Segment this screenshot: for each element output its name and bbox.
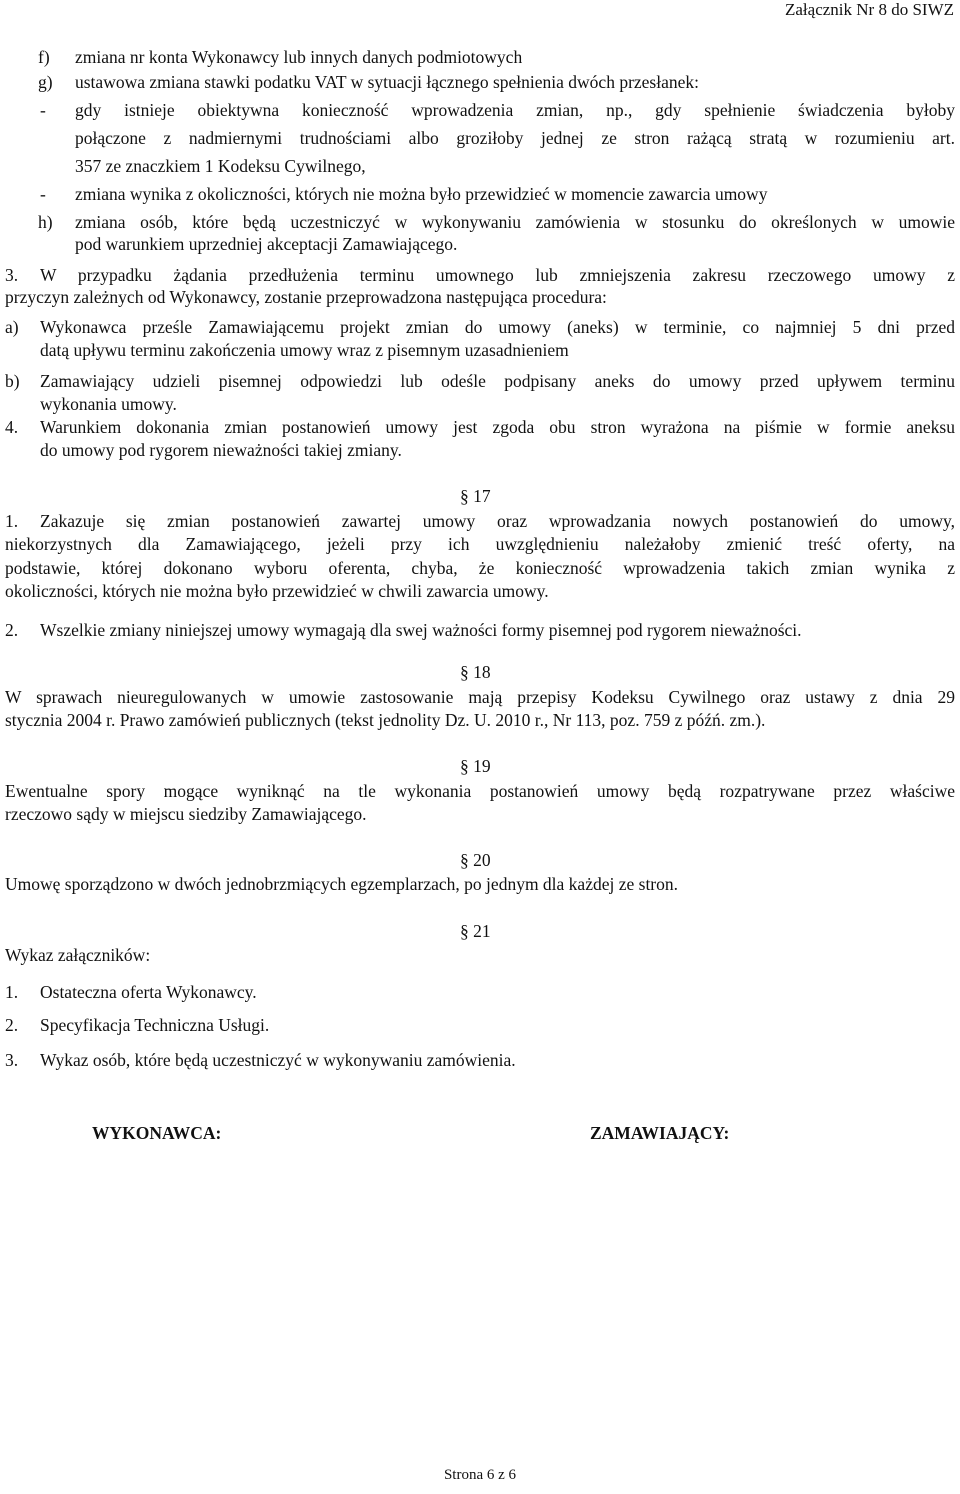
para-3a-line: datą upływu terminu zakończenia umowy wraz z pisemnym uzasadnieniem xyxy=(40,340,569,360)
dash-item-line: zmiana wynika z okoliczności, których nie można było przewidzieć w momencie zawarcia umowy xyxy=(75,184,768,204)
attachment-item: Specyfikacja Techniczna Usługi. xyxy=(40,1015,270,1035)
para-3-line: W przypadku żądania przedłużenia terminu umownego lub zmniejszenia zakresu rzeczowego umowy z xyxy=(40,265,955,285)
attachment-marker: 3. xyxy=(5,1050,19,1070)
section-heading: § 18 xyxy=(460,662,491,682)
item-h-line: pod warunkiem uprzedniej akceptacji Zamawiającego. xyxy=(75,234,458,254)
para-3-line: przyczyn zależnych od Wykonawcy, zostanie przeprowadzona następująca procedura: xyxy=(5,287,607,307)
para-3b-line: wykonania umowy. xyxy=(40,394,177,414)
dash-item-line: 357 ze znaczkiem 1 Kodeksu Cywilnego, xyxy=(75,156,366,176)
item-h-marker: h) xyxy=(38,212,53,232)
s17-p1-marker: 1. xyxy=(5,511,19,531)
dash-bullet: - xyxy=(40,100,46,120)
s19-line: rzeczowo sądy w miejscu siedziby Zamawiającego. xyxy=(5,804,367,824)
item-f-marker: f) xyxy=(38,47,50,67)
s19-line: Ewentualne spory mogące wyniknąć na tle wykonania postanowień umowy będą rozpatrywane przez właściwe xyxy=(5,781,955,801)
section-heading: § 20 xyxy=(460,850,491,870)
section-heading: § 17 xyxy=(460,486,491,506)
dash-bullet: - xyxy=(40,184,46,204)
item-g-marker: g) xyxy=(38,72,53,92)
item-f-text: zmiana nr konta Wykonawcy lub innych danych podmiotowych xyxy=(75,47,523,67)
section-heading: § 19 xyxy=(460,756,491,776)
s17-p1-line: Zakazuje się zmian postanowień zawartej umowy oraz wprowadzania nowych postanowień do umowy, xyxy=(40,511,955,531)
s18-line: stycznia 2004 r. Prawo zamówień publicznych (tekst jednolity Dz. U. 2010 r., Nr 113, poz. 759 z późń. zm.). xyxy=(5,710,766,730)
s17-p2-line: Wszelkie zmiany niniejszej umowy wymagają dla swej ważności formy pisemnej pod rygorem nieważności. xyxy=(40,620,802,640)
attachments-list-title: Wykaz załączników: xyxy=(5,945,151,965)
attachment-item: Wykaz osób, które będą uczestniczyć w wykonywaniu zamówienia. xyxy=(40,1050,516,1070)
dash-item-line: połączone z nadmiernymi trudnościami albo groziłoby jednej ze stron rażącą stratą w rozumieniu art. xyxy=(75,128,955,148)
para-3b-line: Zamawiający udzieli pisemnej odpowiedzi lub odeśle podpisany aneks do umowy przed upływem terminu xyxy=(40,371,955,391)
signature-client-label: ZAMAWIAJĄCY: xyxy=(590,1123,730,1143)
item-h-line: zmiana osób, które będą uczestniczyć w wykonywaniu zamówienia w stosunku do określonych w umowie xyxy=(75,212,955,232)
s18-line: W sprawach nieuregulowanych w umowie zastosowanie mają przepisy Kodeksu Cywilnego oraz ustawy z dnia 29 xyxy=(5,687,955,707)
para-3b-marker: b) xyxy=(5,371,20,391)
item-g-text: ustawowa zmiana stawki podatku VAT w sytuacji łącznego spełnienia dwóch przesłanek: xyxy=(75,72,700,92)
dash-item-line: gdy istnieje obiektywna konieczność wprowadzenia zmian, np., gdy spełnienie świadczenia byłoby xyxy=(75,100,955,120)
s17-p1-line: okoliczności, których nie można było przewidzieć w chwili zawarcia umowy. xyxy=(5,581,549,601)
s17-p1-line: niekorzystnych dla Zamawiającego, jeżeli przy ich uwzględnieniu należałoby zmienić treść oferty, na xyxy=(5,534,955,554)
para-3-marker: 3. xyxy=(5,265,19,285)
signature-contractor-label: WYKONAWCA: xyxy=(92,1123,222,1143)
para-4-line: do umowy pod rygorem nieważności takiej zmiany. xyxy=(40,440,402,460)
attachment-header: Załącznik Nr 8 do SIWZ xyxy=(785,0,954,19)
s17-p1-line: podstawie, której dokonano wyboru oferenta, chyba, że konieczność wprowadzenia takich zmian wynika z xyxy=(5,558,955,578)
para-3a-marker: a) xyxy=(5,317,19,337)
attachment-marker: 1. xyxy=(5,982,19,1002)
s20-line: Umowę sporządzono w dwóch jednobrzmiących egzemplarzach, po jednym dla każdej ze stron. xyxy=(5,874,679,894)
attachment-item: Ostateczna oferta Wykonawcy. xyxy=(40,982,257,1002)
page-number: Strona 6 z 6 xyxy=(443,1467,517,1483)
section-heading: § 21 xyxy=(460,921,491,941)
s17-p2-marker: 2. xyxy=(5,620,19,640)
para-4-line: Warunkiem dokonania zmian postanowień umowy jest zgoda obu stron wyrażona na piśmie w formie aneksu xyxy=(40,417,955,437)
attachment-marker: 2. xyxy=(5,1015,19,1035)
para-4-marker: 4. xyxy=(5,417,19,437)
para-3a-line: Wykonawca prześle Zamawiającemu projekt zmian do umowy (aneks) w terminie, co najmniej 5 dni przed xyxy=(40,317,955,337)
